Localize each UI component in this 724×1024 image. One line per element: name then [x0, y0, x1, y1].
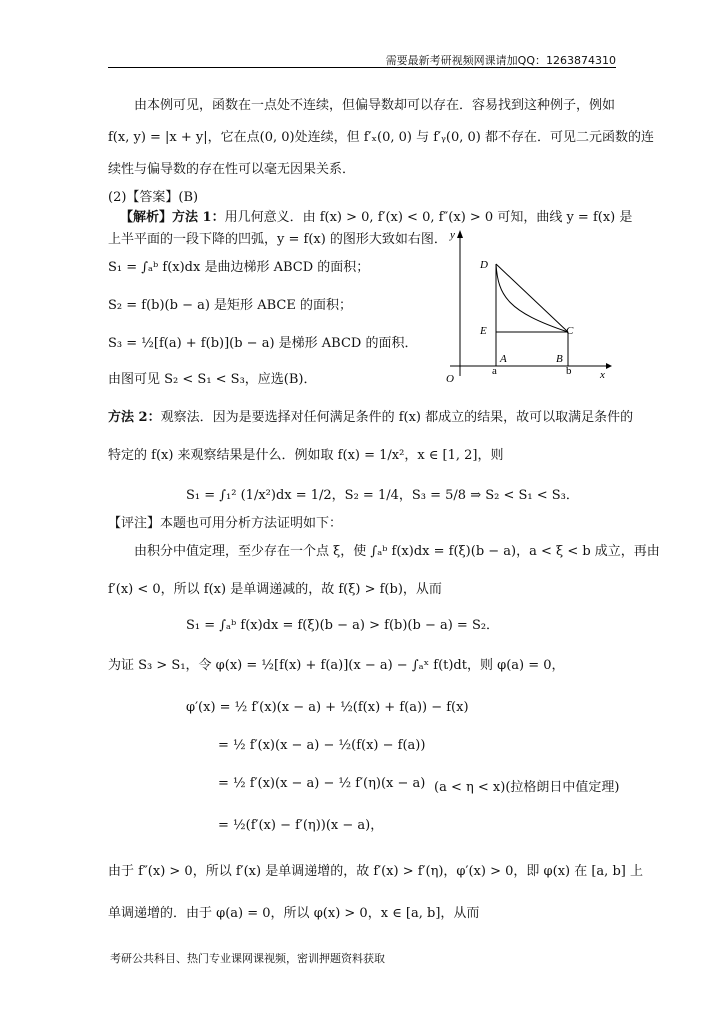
method-text: 观察法．因为是要选择对任何满足条件的 f(x) 都成立的结果，故可以取满足条件的 [160, 410, 634, 425]
header-rule [108, 67, 616, 68]
method-text: 用几何意义．由 f(x) > 0, f′(x) < 0, f″(x) > 0 可知，曲线 y = f(x) 是 [224, 210, 633, 225]
x-axis-arrow [606, 363, 612, 369]
point-a-label: A [500, 353, 507, 365]
x-label: x [600, 369, 605, 381]
formula-example: S₁ = ∫₁² (1/x²)dx = 1/2，S₂ = 1/4，S₃ = 5/8 ⇒ S₂ < S₁ < S₃． [186, 488, 579, 503]
page-header: 需要最新考研视频网课请加QQ：1263874310 [385, 54, 616, 67]
text-line: 由图可见 S₂ < S₁ < S₃，应选(B)． [108, 372, 317, 387]
curve-figure [436, 226, 616, 386]
text-line [120, 206, 632, 225]
y-axis-arrow [457, 230, 463, 238]
text-line: 特定的 f(x) 来观察结果是什么．例如取 f(x) = 1/x²，x ∈ [1, 2]，则 [108, 448, 504, 463]
tick-a-label: a [492, 365, 497, 377]
text-line: 由积分中值定理，至少存在一个点 ξ，使 ∫ₐᵇ f(x)dx = f(ξ)(b − a)，a < ξ < b 成立，再由 [134, 544, 660, 559]
text-line: f′(x) < 0，所以 f(x) 是单调递减的，故 f(ξ) > f(b)，从而 [108, 582, 442, 597]
derivation-line: φ′(x) = ½ f′(x)(x − a) + ½(f(x) + f(a)) − f(x) [186, 700, 469, 715]
text-line: 上半平面的一段下降的凹弧，y = f(x) 的图形大致如右图． [108, 232, 447, 247]
derivation-line: = ½ f′(x)(x − a) − ½ f′(η)(x − a) [218, 776, 426, 791]
method-label: 方法 2： [108, 410, 161, 425]
text-line: 单调递增的．由于 φ(a) = 0，所以 φ(x) > 0，x ∈ [a, b]，从而 [108, 906, 480, 921]
point-b-label: B [556, 353, 563, 365]
point-d-label: D [480, 259, 488, 271]
point-c-label: C [566, 325, 574, 337]
formula-s1: S₁ = ∫ₐᵇ f(x)dx 是曲边梯形 ABCD 的面积； [108, 260, 370, 275]
text-line: f(x, y) = |x + y|，它在点(0, 0)处连续，但 f′ₓ(0, 0) 与 f′ᵧ(0, 0) 都不存在．可见二元函数的连 [108, 130, 654, 145]
text-line [108, 406, 633, 425]
origin-label: O [446, 373, 454, 385]
point-e-label: E [480, 325, 487, 337]
formula-s3: S₃ = ½[f(a) + f(b)](b − a) 是梯形 ABCD 的面积． [108, 336, 418, 351]
formula-s1-s2: S₁ = ∫ₐᵇ f(x)dx = f(ξ)(b − a) > f(b)(b − a) = S₂． [186, 618, 500, 633]
text-line: 由本例可见，函数在一点处不连续，但偏导数却可以存在．容易找到这种例子，例如 [134, 98, 616, 113]
derivation-line: = ½(f′(x) − f′(η))(x − a)， [218, 818, 384, 833]
text-line: 续性与偏导数的存在性可以毫无因果关系． [108, 162, 356, 177]
method-label: 【解析】方法 1： [120, 210, 225, 225]
answer-line: (2)【答案】(B) [108, 190, 199, 205]
y-label: y [450, 229, 455, 241]
formula-s2: S₂ = f(b)(b − a) 是矩形 ABCE 的面积； [108, 298, 352, 313]
derivation-note: (a < η < x)(拉格朗日中值定理) [434, 780, 620, 795]
page-footer: 考研公共科目、热门专业课网课视频，密训押题资料获取 [110, 952, 385, 965]
text-line: 为证 S₃ > S₁，令 φ(x) = ½[f(x) + f(a)](x − a) − ∫ₐˣ f(t)dt，则 φ(a) = 0， [108, 658, 565, 673]
tick-b-label: b [566, 365, 572, 377]
comment-line: 【评注】本题也可用分析方法证明如下： [108, 516, 343, 531]
derivation-line: = ½ f′(x)(x − a) − ½(f(x) − f(a)) [218, 738, 426, 753]
text-line: 由于 f″(x) > 0，所以 f′(x) 是单调递增的，故 f′(x) > f′(η)，φ′(x) > 0，即 φ(x) 在 [a, b] 上 [108, 864, 643, 879]
